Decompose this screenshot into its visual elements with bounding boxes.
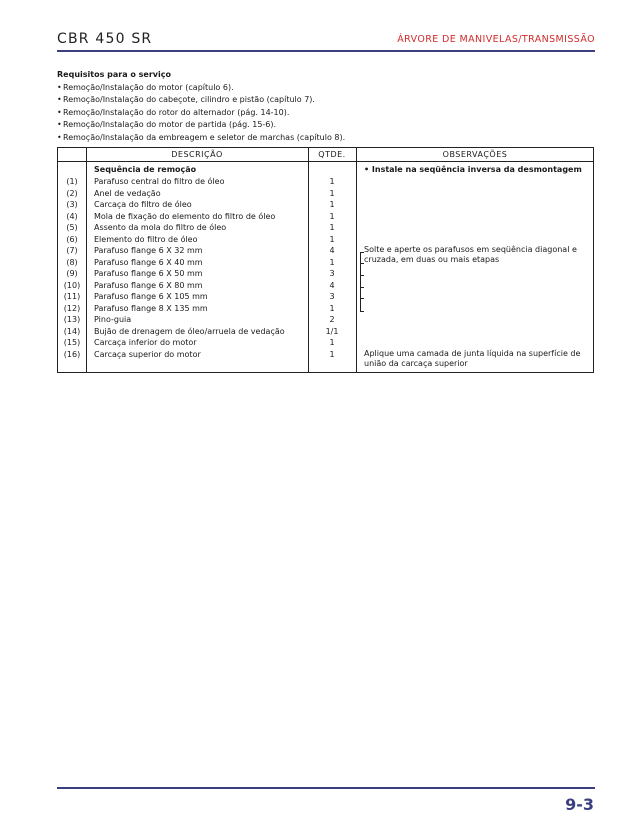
requirement-item: •Remoção/Instalação do motor de partida (pág. 15-6). <box>57 120 277 130</box>
page-number: 9-3 <box>565 795 594 814</box>
column-divider <box>86 148 87 372</box>
header-row-divider <box>58 161 593 162</box>
requirements-title: Requisitos para o serviço <box>57 70 171 79</box>
column-header-observations: OBSERVAÇÕES <box>442 150 508 159</box>
requirement-item: •Remoção/Instalação do motor (capítulo 6). <box>57 82 234 92</box>
parts-table: DESCRIÇÃO QTDE. OBSERVAÇÕES Sequência de remoção (1) Parafuso central do filtro de óleo 1 (2) Anel de vedação 1 (3) Carcaça do filtro de óleo 1 (4) Mola de fixação do elemento do filtro de óleo 1 (5) Assento da mola do filtro de óleo 1 (6) Elemento do filtro de óleo 1 (7) Parafuso flange 6 X 32 mm 4 (8) Parafuso flange 6 X 40 mm 1 (9) Parafuso flange 6 X 50 mm 3 (10) Parafuso flange 6 X 80 mm 4 (11) Parafuso flange 6 X 105 mm 3 (12) Parafuso flange 8 X 135 mm 1 (13) Pino-guia 2 (14) Bujão de drenagem de óleo/arruela de vedação 1/1 (15) Carcaça inferior do motor 1 (16) Carcaça superior do motor 1 • Instale na seqüência inversa da desmontagem Solte e aperte os parafusos em seqüência diagonal e cruzada, em duas ou mais etapas Aplique uma camada de junta líquida na superfície de união da carcaça superior <box>57 147 594 373</box>
bolt-group-bracket <box>360 252 361 312</box>
column-divider <box>356 148 357 372</box>
column-header-description: DESCRIÇÃO <box>171 150 223 159</box>
requirement-item: •Remoção/Instalação da embreagem e seletor de marchas (capítulo 8). <box>57 132 346 142</box>
footer-rule <box>57 787 595 789</box>
bracket-tick <box>360 287 364 288</box>
sequence-title: Sequência de remoção <box>94 165 197 174</box>
observation-liquid-gasket: Aplique uma camada de junta líquida na superfície de união da carcaça superior <box>364 349 581 368</box>
header-model: CBR 450 SR <box>57 31 153 47</box>
requirement-item: •Remoção/Instalação do rotor do alternador (pág. 14-10). <box>57 107 290 117</box>
service-requirements <box>57 69 597 145</box>
bracket-tick <box>360 298 364 299</box>
requirement-item: •Remoção/Instalação do cabeçote, cilindro e pistão (capítulo 7). <box>57 95 315 105</box>
header-rule <box>57 50 595 52</box>
observation-reverse-sequence: • Instale na seqüência inversa da desmontagem <box>364 165 582 174</box>
bracket-tick <box>360 311 364 312</box>
observation-bolt-sequence: Solte e aperte os parafusos em seqüência diagonal e cruzada, em duas ou mais etapas <box>364 245 577 264</box>
header-section-title: ÁRVORE DE MANIVELAS/TRANSMISSÃO <box>397 34 595 45</box>
bracket-tick <box>360 275 364 276</box>
column-header-quantity: QTDE. <box>318 150 346 159</box>
